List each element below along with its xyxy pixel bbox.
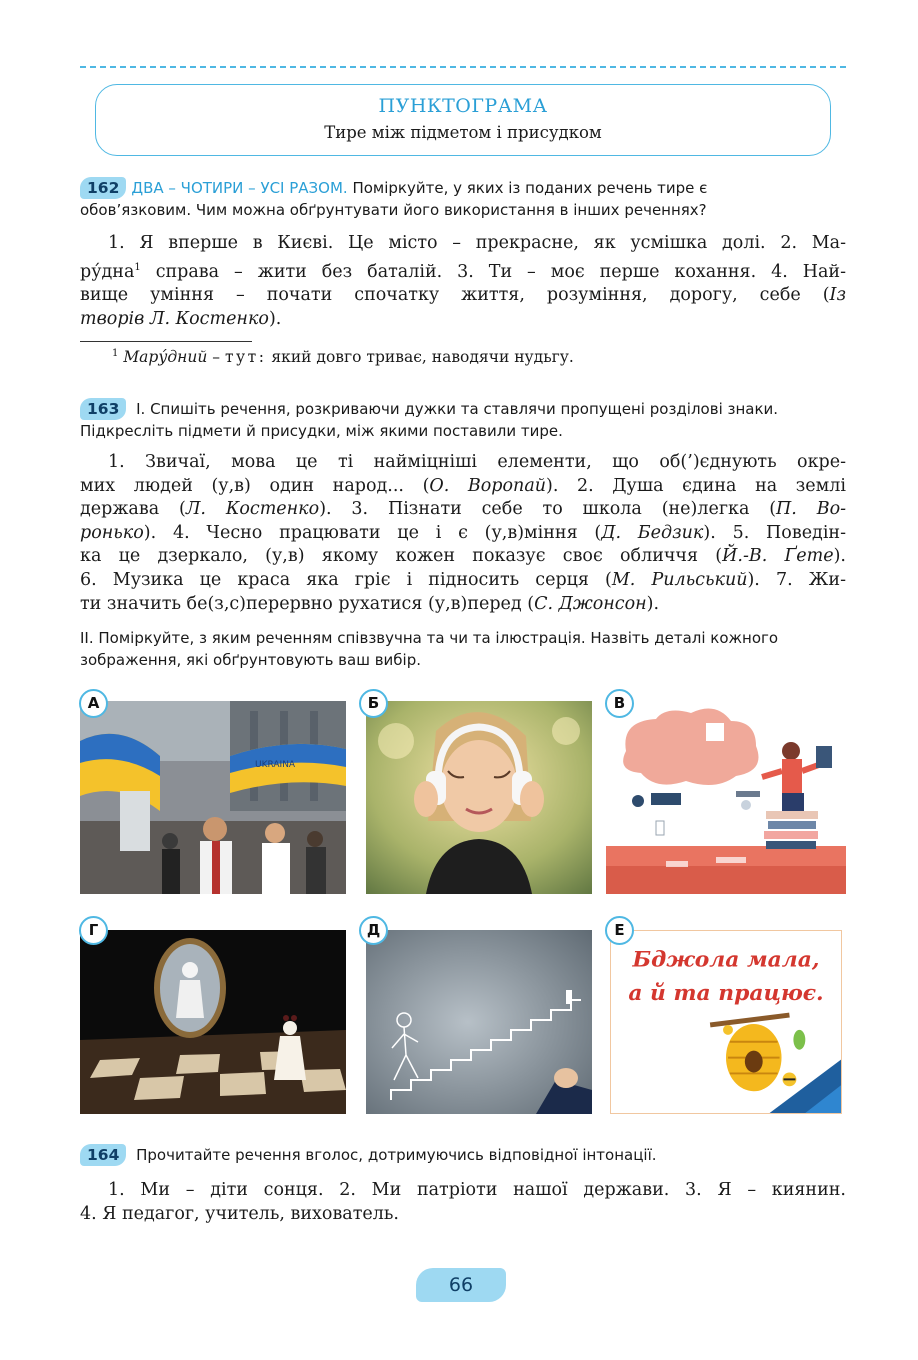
task-163-sentences <box>80 451 846 616</box>
sentence-text: ). 3. Пізнати себе то школа (не)легка ( <box>319 499 777 520</box>
task-162-text-1: Поміркуйте, у яких із поданих речень тире є <box>347 179 708 197</box>
illustration-d-stairs <box>366 930 592 1114</box>
sentence-text: ). <box>833 546 846 567</box>
source-italic: Із <box>829 285 846 306</box>
illustration-g-chess-mirror <box>80 930 346 1114</box>
illustration-e-bee-proverb <box>610 930 842 1114</box>
sentence-line <box>80 498 846 522</box>
source-italic: ронько <box>80 522 144 543</box>
word-marudna: ру́дна <box>80 261 135 282</box>
punctogram-subtitle: Тире між підметом і присудком <box>324 123 602 142</box>
sentence-text: вище уміння – почати спочатку життя, розуміння, дорогу, себе ( <box>80 285 830 306</box>
source-italic: М. Рильський <box>611 569 748 590</box>
sentence-text: ти значить бе(з,с)перервно рухатися (у,в)перед ( <box>80 593 535 614</box>
task-163-instructions <box>80 398 848 442</box>
task-164-sentences <box>80 1179 846 1226</box>
source-italic: творів Л. Костенко <box>80 308 269 329</box>
sentence-text: держава ( <box>80 499 186 520</box>
source-italic: Д. Бедзик <box>601 522 704 543</box>
task-162-label: ДВА – ЧОТИРИ – УСІ РАЗОМ. <box>131 179 348 197</box>
sentence-text: ). <box>646 593 660 614</box>
sentence-text: ). 7. Жи- <box>747 569 846 590</box>
page-number-badge <box>416 1268 506 1302</box>
task-number-164: 164 <box>80 1144 126 1166</box>
badge-a: А <box>79 689 108 718</box>
sentence-text: ). <box>268 308 282 329</box>
footnote-definition: який довго триває, наводячи нудьгу. <box>266 348 574 367</box>
badge-g: Г <box>79 916 108 945</box>
sentence-line: 1. Ми – діти сонця. 2. Ми патріоти нашої держави. 3. Я – киянин. <box>108 1180 846 1200</box>
sentence-text: справа – жити без баталій. 3. Ти – моє перше кохання. 4. Най- <box>140 261 846 282</box>
task-number-163: 163 <box>80 398 126 420</box>
sentence-line <box>80 308 846 332</box>
page-number: 66 <box>448 1274 474 1296</box>
illustration-b-headphones <box>366 701 592 894</box>
sentence-line: 1. Я вперше в Києві. Це місто – прекрасне, як усмішка долі. 2. Ма- <box>108 233 846 253</box>
sentence-line <box>80 545 846 569</box>
sentence-line <box>80 284 846 308</box>
source-italic: Й.-В. Ґете <box>722 546 834 567</box>
footnote-ref: 1 <box>134 261 141 273</box>
punctogram-box <box>95 84 831 156</box>
sentence-line: 4. Я педагог, учитель, вихователь. <box>80 1203 399 1224</box>
sentence-line <box>80 593 846 617</box>
badge-b: Б <box>359 689 388 718</box>
sentence-text: ). 2. Душа єдина на землі <box>546 475 846 496</box>
sentence-line <box>80 569 846 593</box>
task-163-text-2: Підкресліть підмети й присудки, між якими поставили тире. <box>80 422 563 440</box>
task-164-text: Прочитайте речення вголос, дотримуючись відповідної інтонації. <box>131 1146 657 1164</box>
task-162-instructions <box>80 177 848 221</box>
header-dashed-divider <box>80 66 846 68</box>
flag-text: UKRAINA <box>255 760 296 770</box>
proverb-line-2: а й та працює. <box>628 981 824 1007</box>
badge-d: Д <box>359 916 388 945</box>
sentence-line <box>80 522 846 546</box>
task-163-part-2-line-2: зображення, які обґрунтовують ваш вибір. <box>80 651 421 669</box>
sentence-text: мих людей (у,в) один народ... ( <box>80 475 430 496</box>
illustration-a-march <box>80 701 346 894</box>
sentence-line <box>80 256 846 284</box>
source-italic: Л. Костенко <box>185 499 320 520</box>
footnote-dash: – <box>207 348 225 367</box>
footnote-tut: тут: <box>224 348 267 367</box>
task-163-part-2 <box>80 627 848 671</box>
footnote <box>112 348 574 366</box>
badge-e: Е <box>605 916 634 945</box>
footnote-mark: 1 <box>112 348 119 359</box>
sentence-text: ка це дзеркало, (у,в) якому кожен показує своє обличчя ( <box>80 546 723 567</box>
punctogram-title: ПУНКТОГРАМА <box>378 95 548 117</box>
sentence-text: ). 5. Поведін- <box>703 522 847 543</box>
source-italic: П. Во- <box>776 499 847 520</box>
illustration-v-brain-books <box>606 701 846 894</box>
task-162-sentences <box>80 232 846 331</box>
sentence-line: 1. Звичаї, мова це ті найміцніші елементи, що об(’)єднують окре- <box>108 452 846 472</box>
task-163-part-2-line-1: ІІ. Поміркуйте, з яким реченням співзвучна та чи та ілюстрація. Назвіть деталі кожного <box>80 629 779 647</box>
sentence-line <box>80 475 846 499</box>
task-number-162: 162 <box>80 177 126 199</box>
task-162-text-2: обов’язковим. Чим можна обґрунтувати його використання в інших реченнях? <box>80 201 707 219</box>
source-italic: С. Джонсон <box>534 593 647 614</box>
task-164-instructions <box>80 1144 848 1166</box>
footnote-term: Мару́дний <box>123 348 208 367</box>
proverb-line-1: Бджола мала, <box>632 947 820 973</box>
source-italic: О. Воропай <box>429 475 547 496</box>
sentence-text: 6. Музика це краса яка гріє і підносить серця ( <box>80 569 612 590</box>
sentence-text: ). 4. Чесно працювати це і є (у,в)міння ( <box>143 522 602 543</box>
task-163-text-1: І. Спишіть речення, розкриваючи дужки та ставлячи пропущені розділові знаки. <box>131 400 779 418</box>
footnote-divider <box>80 341 252 342</box>
badge-v: В <box>605 689 634 718</box>
